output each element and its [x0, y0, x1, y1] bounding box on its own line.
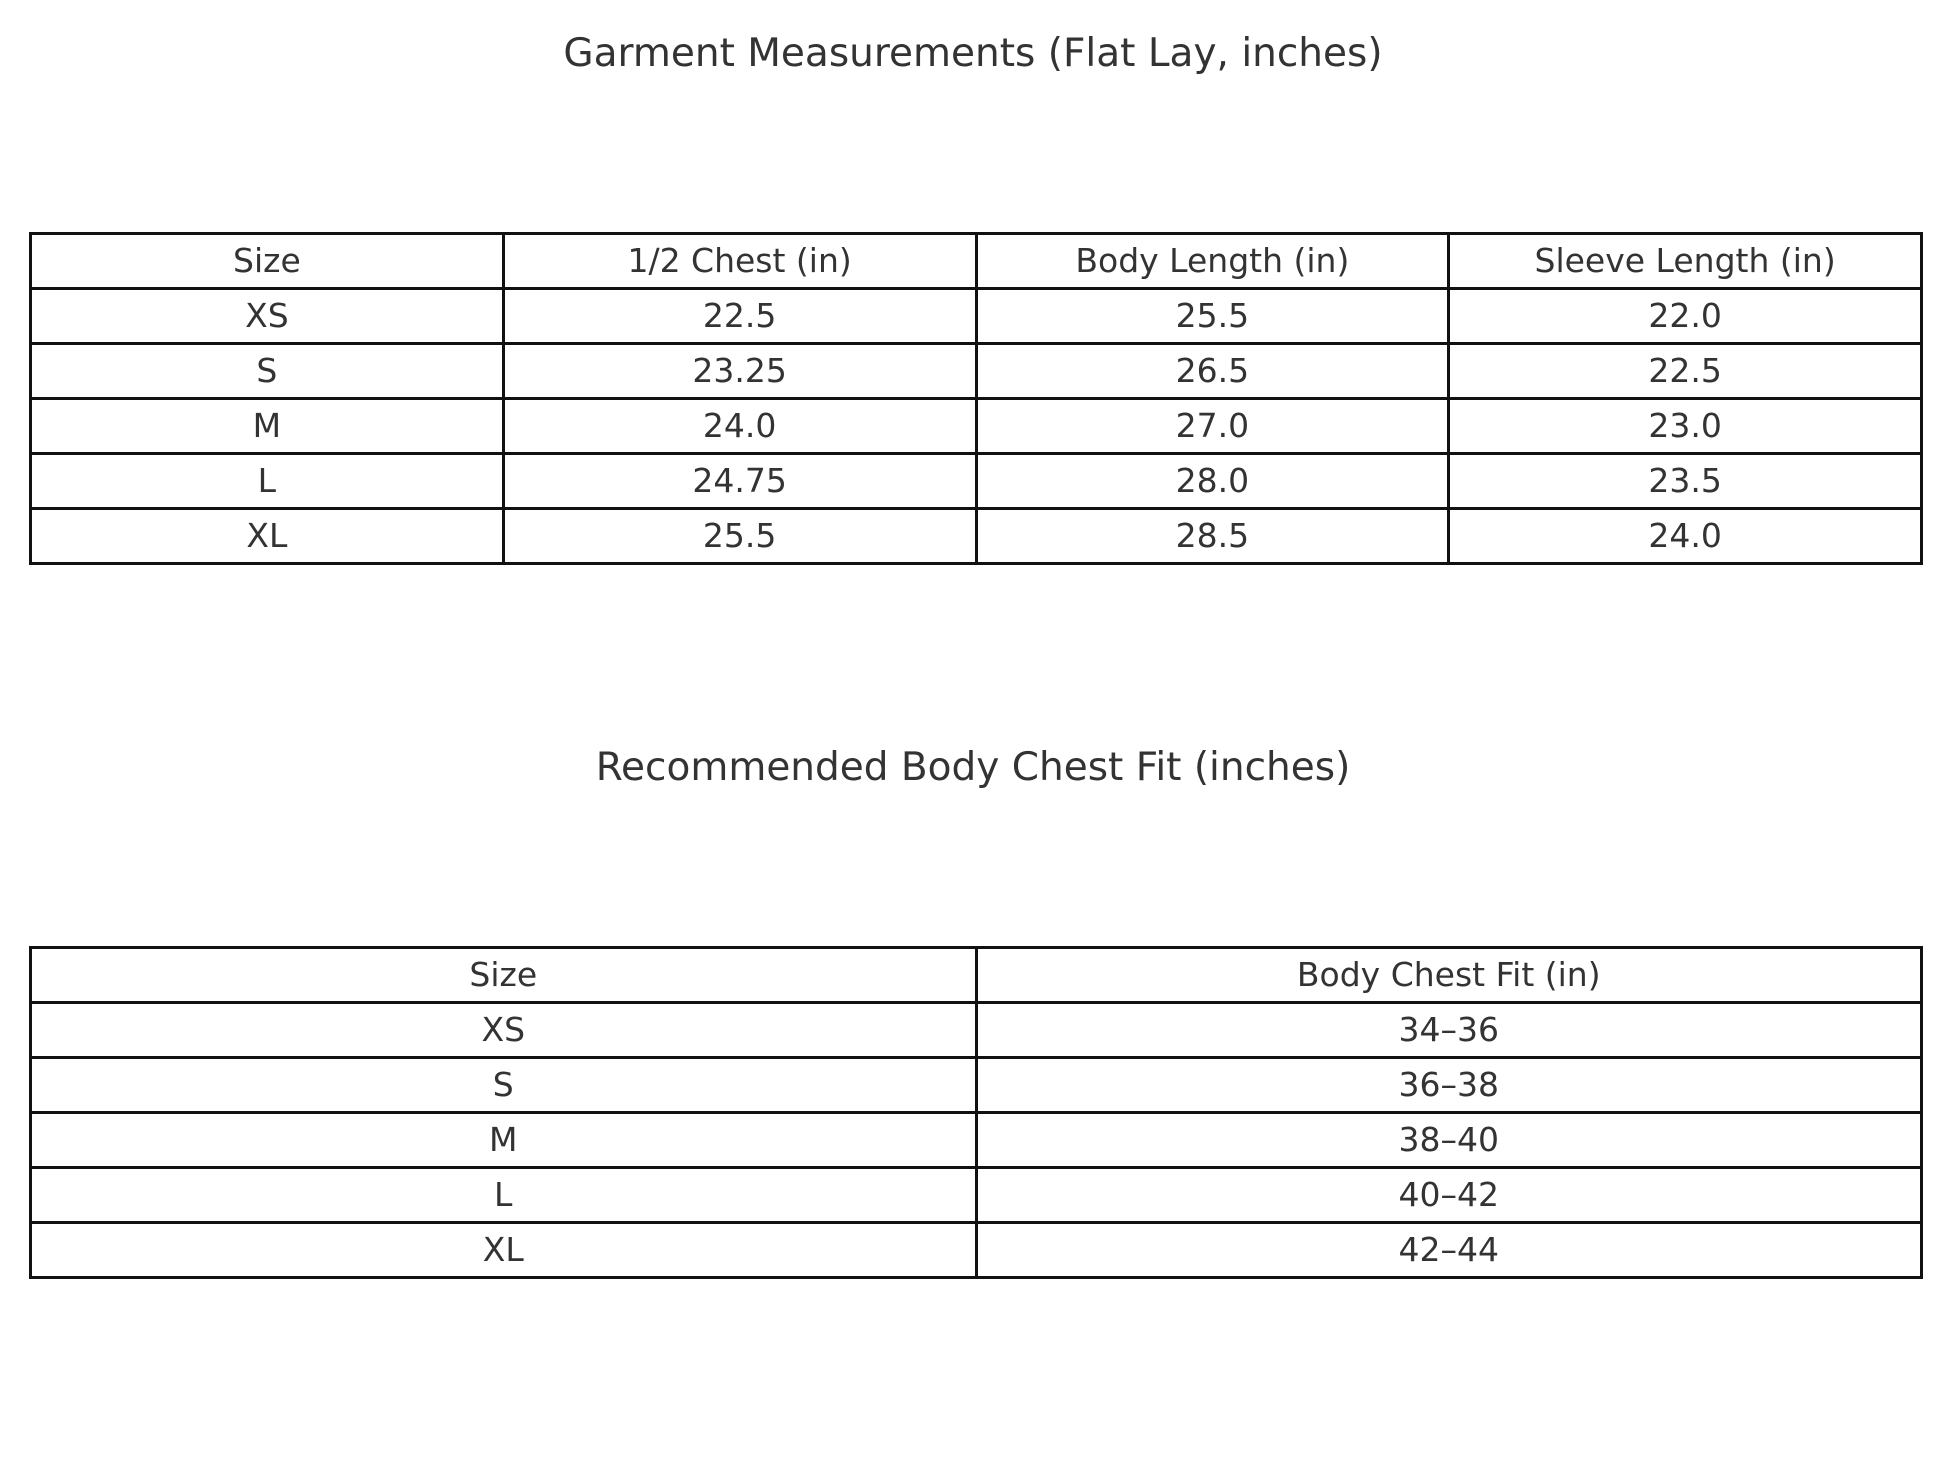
table-cell: 25.5: [503, 509, 976, 564]
table-cell: 36–38: [976, 1058, 1922, 1113]
table-cell: 38–40: [976, 1113, 1922, 1168]
table-cell: 22.5: [1449, 344, 1922, 399]
table-row: [31, 1058, 1922, 1113]
table-row: [31, 344, 1922, 399]
table-cell: L: [31, 1168, 977, 1223]
table-cell: 40–42: [976, 1168, 1922, 1223]
table-cell: XL: [31, 509, 504, 564]
table-cell: XL: [31, 1223, 977, 1278]
header-cell-half-chest: 1/2 Chest (in): [503, 234, 976, 289]
header-cell-sleeve-length: Sleeve Length (in): [1449, 234, 1922, 289]
body-chest-fit-table: [29, 946, 1923, 1279]
table-header-row: [31, 948, 1922, 1003]
table-cell: 28.0: [976, 454, 1449, 509]
header-cell-size: Size: [31, 948, 977, 1003]
table-cell: 22.5: [503, 289, 976, 344]
table-row: [31, 454, 1922, 509]
table-cell: 23.0: [1449, 399, 1922, 454]
table-cell: 24.0: [503, 399, 976, 454]
table-row: [31, 1223, 1922, 1278]
table-row: [31, 1113, 1922, 1168]
body-chest-fit-title: Recommended Body Chest Fit (inches): [595, 745, 1351, 790]
table-row: [31, 1168, 1922, 1223]
table-cell: M: [31, 399, 504, 454]
table-cell: XS: [31, 289, 504, 344]
table-cell: 24.0: [1449, 509, 1922, 564]
table-row: [31, 1003, 1922, 1058]
header-cell-size: Size: [31, 234, 504, 289]
table-row: [31, 399, 1922, 454]
header-cell-body-chest-fit: Body Chest Fit (in): [976, 948, 1922, 1003]
table-row: [31, 509, 1922, 564]
table-cell: 42–44: [976, 1223, 1922, 1278]
table-cell: 25.5: [976, 289, 1449, 344]
table-cell: 24.75: [503, 454, 976, 509]
table-cell: 23.5: [1449, 454, 1922, 509]
table-cell: 34–36: [976, 1003, 1922, 1058]
table-cell: 26.5: [976, 344, 1449, 399]
header-cell-body-length: Body Length (in): [976, 234, 1449, 289]
garment-measurements-table: [29, 232, 1923, 565]
table-cell: 27.0: [976, 399, 1449, 454]
garment-measurements-title: Garment Measurements (Flat Lay, inches): [563, 31, 1383, 76]
table-cell: S: [31, 1058, 977, 1113]
table-cell: S: [31, 344, 504, 399]
table-cell: M: [31, 1113, 977, 1168]
table-cell: XS: [31, 1003, 977, 1058]
table-cell: 22.0: [1449, 289, 1922, 344]
table-row: [31, 289, 1922, 344]
table-cell: 23.25: [503, 344, 976, 399]
table-cell: 28.5: [976, 509, 1449, 564]
table-cell: L: [31, 454, 504, 509]
table-header-row: [31, 234, 1922, 289]
